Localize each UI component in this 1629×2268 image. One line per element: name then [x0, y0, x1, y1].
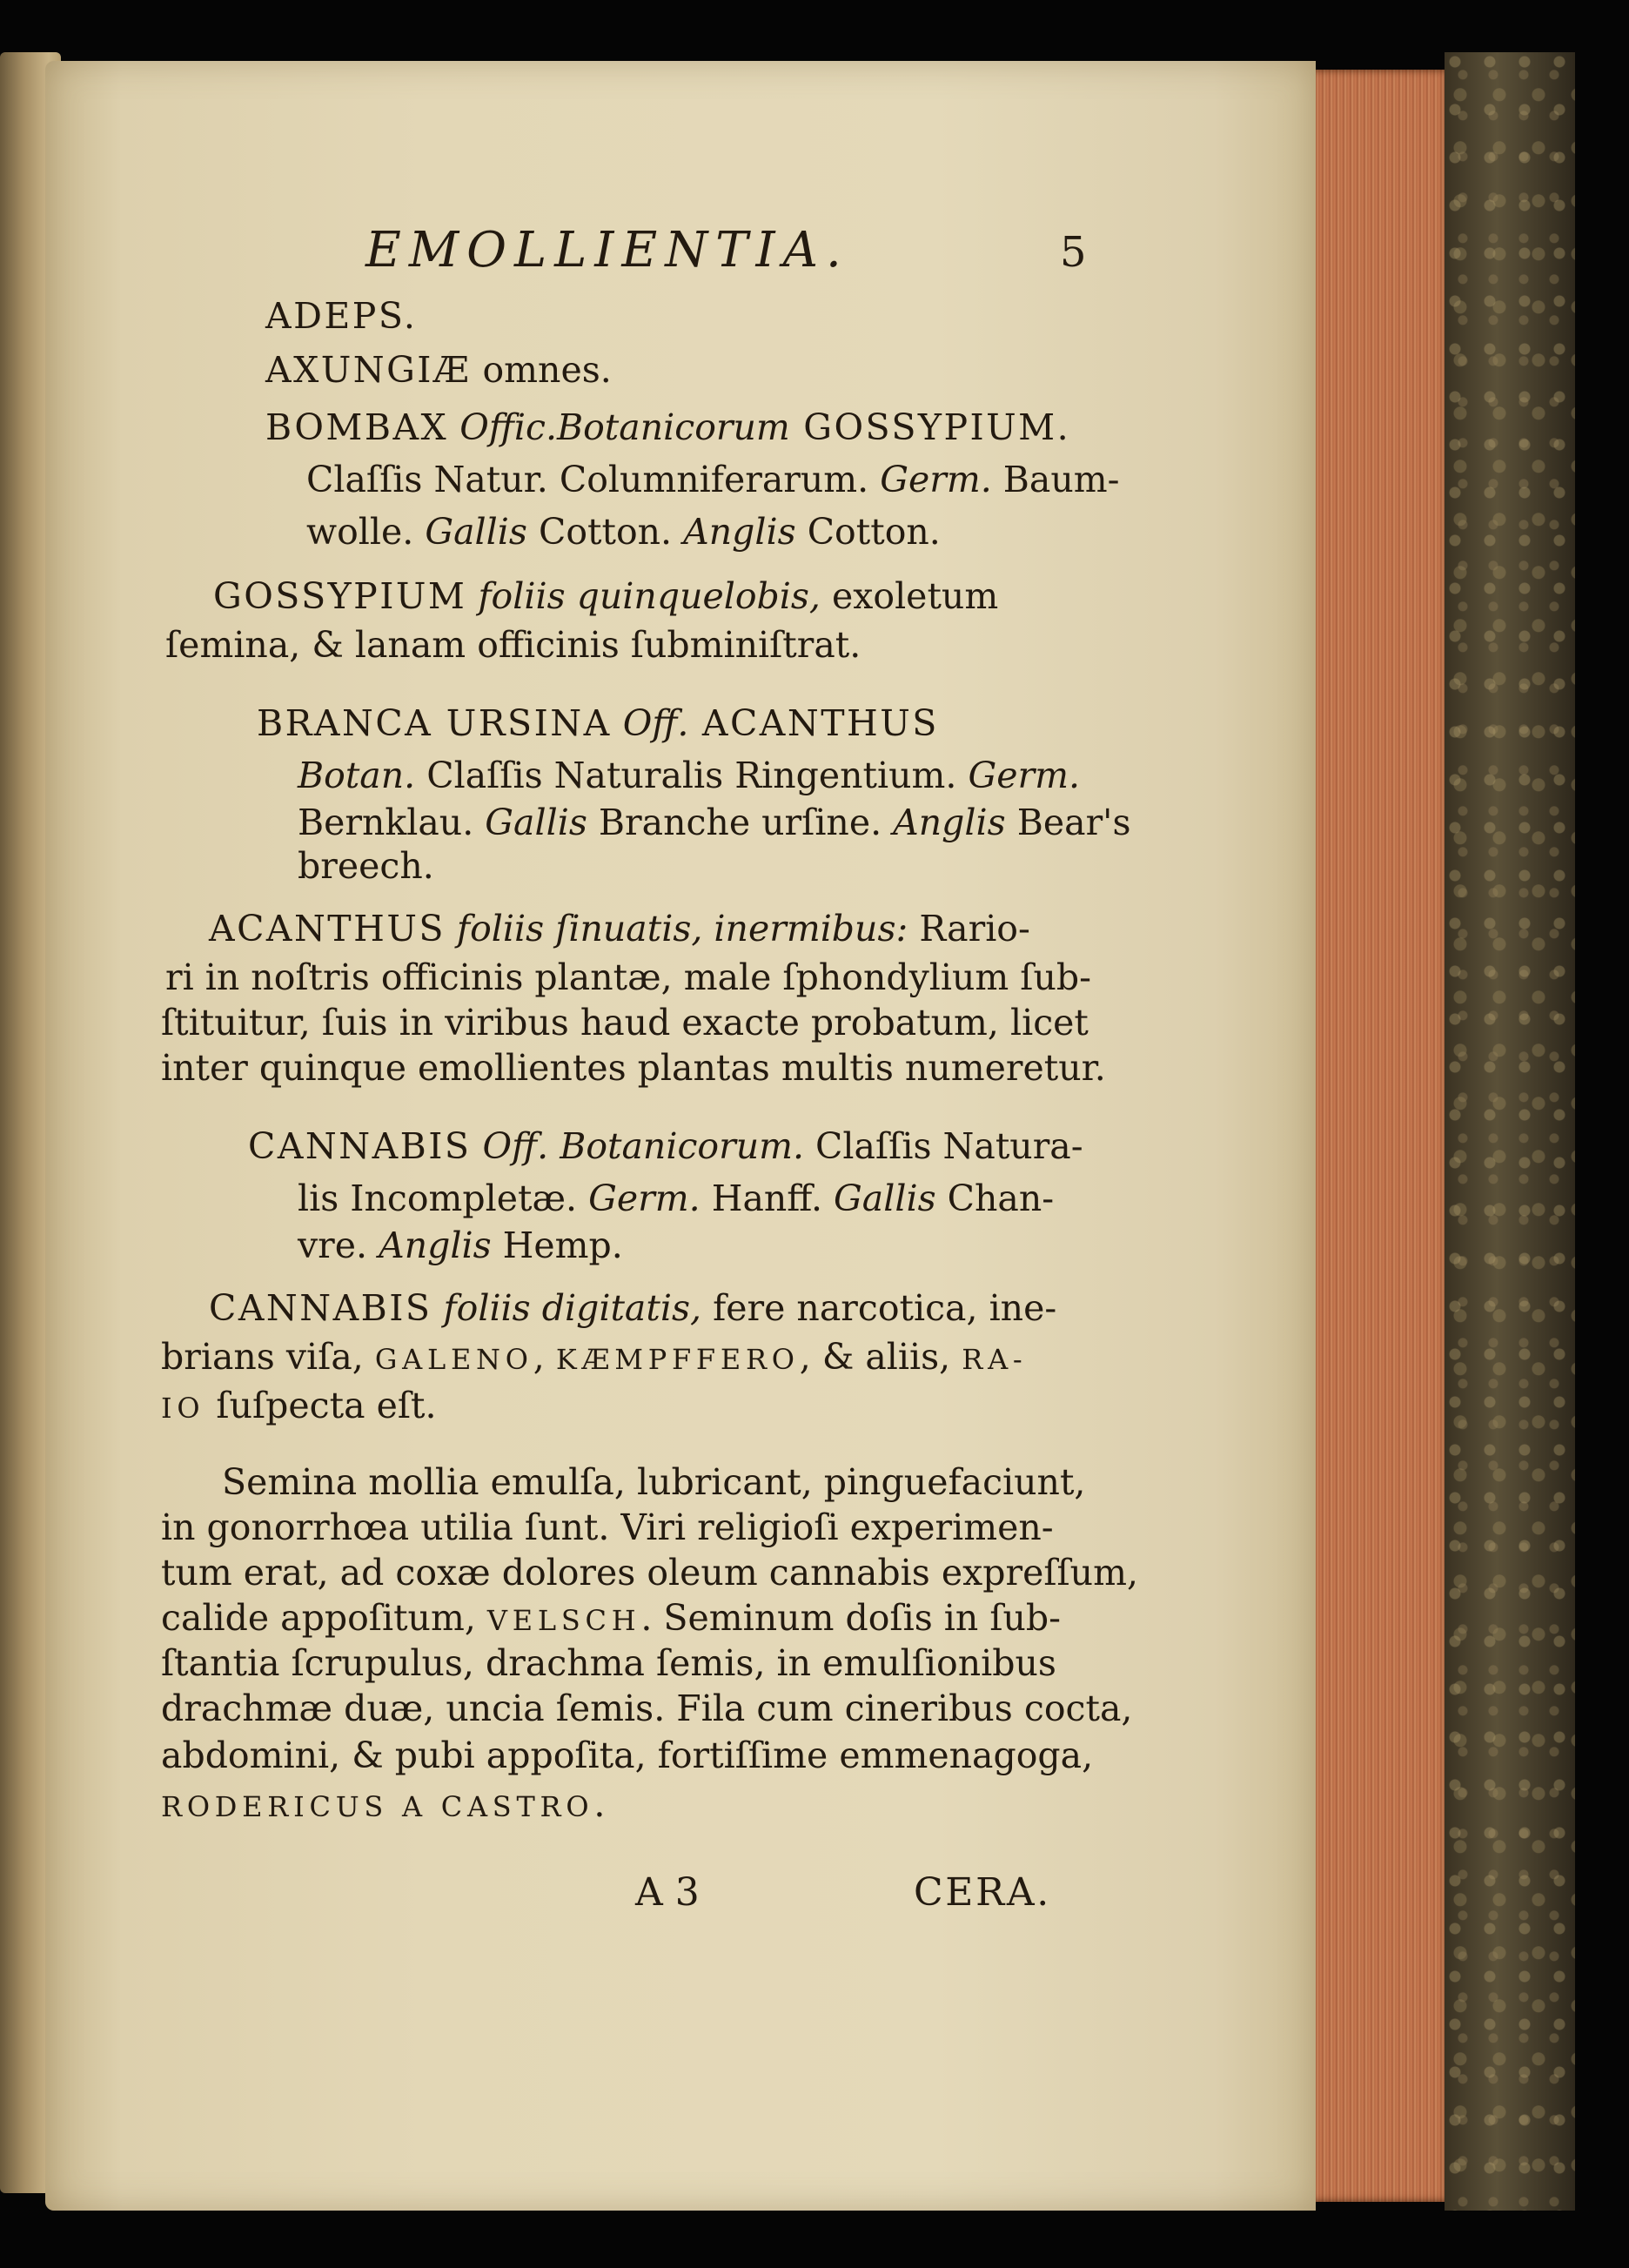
entry-heading: ADEPS. [265, 295, 418, 337]
paragraph-line: abdomini, & pubi appoſita, fortiſſime emmenagoga, [161, 1735, 1094, 1776]
book-cover [1445, 52, 1575, 2211]
catchword: CERA. [914, 1870, 1051, 1915]
entry-line: breech. [298, 845, 434, 887]
paragraph-line: ſtantia ſcrupulus, drachma ſemis, in emulſionibus [161, 1642, 1056, 1684]
entry-line: ACANTHUS foliis ſinuatis, inermibus: Rario- [209, 908, 1030, 949]
running-title: EMOLLIENTIA. [365, 222, 849, 278]
page-number: 5 [1060, 228, 1087, 277]
page-edges [1305, 70, 1449, 2202]
paragraph-line: in gonorrhœa utilia ſunt. Viri religioſi experimen- [161, 1506, 1054, 1548]
signature-mark: A 3 [635, 1870, 700, 1915]
entry-line: CANNABIS foliis digitatis, fere narcotica, ine- [209, 1287, 1057, 1329]
entry-line: lis Incompletæ. Germ. Hanff. Gallis Chan- [298, 1178, 1055, 1219]
paragraph-line: RODERICUS A CASTRO. [161, 1783, 606, 1825]
entry-line: ſtituitur, ſuis in viribus haud exacte probatum, licet [161, 1002, 1089, 1043]
entry-line: Bernklau. Gallis Branche urſine. Anglis Bear's [298, 802, 1131, 843]
entry-line: BRANCA URSINA Off. ACANTHUS [257, 702, 939, 744]
entry-heading: AXUNGIÆ omnes. [265, 349, 612, 391]
entry-line: wolle. Gallis Cotton. Anglis Cotton. [306, 511, 941, 553]
entry-line: CANNABIS Off. Botanicorum. Claſſis Natura- [248, 1125, 1083, 1167]
entry-line: IO ſuſpecta eſt. [161, 1385, 437, 1426]
entry-line: BOMBAX Offic.Botanicorum GOSSYPIUM. [265, 406, 1071, 448]
paragraph-line: calide appoſitum, VELSCH. Seminum doſis in ſub- [161, 1597, 1061, 1639]
entry-line: Botan. Claſſis Naturalis Ringentium. Germ. [298, 755, 1080, 796]
paragraph-line: drachmæ duæ, uncia ſemis. Fila cum cineribus cocta, [161, 1688, 1133, 1729]
paragraph-line: tum erat, ad coxæ dolores oleum cannabis expreſſum, [161, 1552, 1138, 1594]
entry-line: ſemina, & lanam officinis ſubminiſtrat. [165, 624, 861, 666]
entry-line: vre. Anglis Hemp. [298, 1225, 623, 1266]
entry-line: GOSSYPIUM foliis quinquelobis, exoletum [213, 575, 999, 617]
entry-line: ri in noſtris officinis plantæ, male ſphondylium ſub- [165, 956, 1091, 998]
entry-line: brians viſa, GALENO, KÆMPFFERO, & aliis, RA- [161, 1336, 1028, 1378]
entry-line: inter quinque emollientes plantas multis numeretur. [161, 1047, 1106, 1089]
entry-line: Claſſis Natur. Columniferarum. Germ. Baum- [306, 459, 1120, 500]
paragraph-line: Semina mollia emulſa, lubricant, pinguefaciunt, [222, 1461, 1086, 1503]
